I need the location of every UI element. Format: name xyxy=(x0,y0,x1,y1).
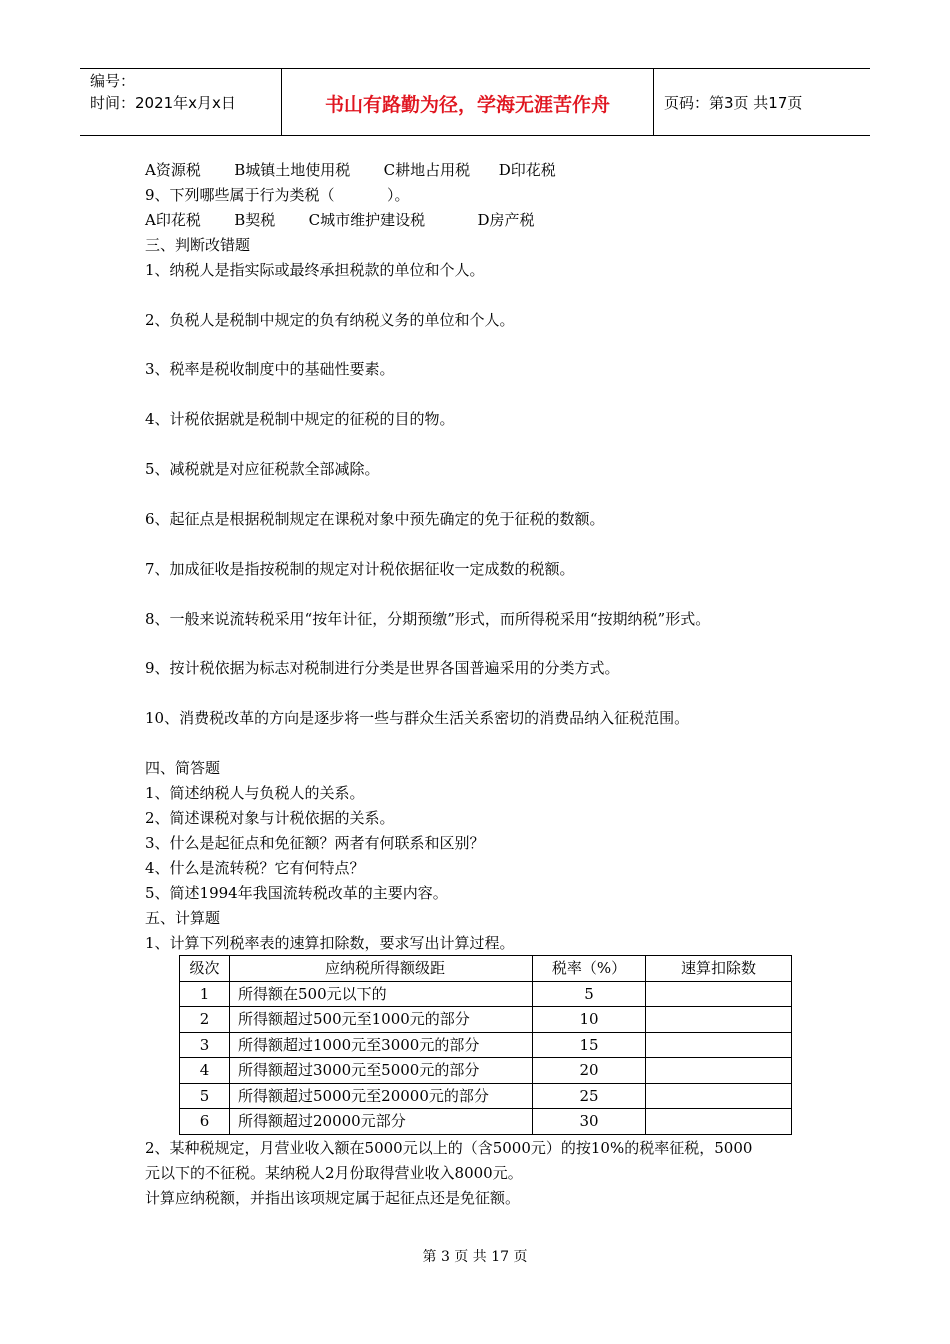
bracket-cell: 所得额超过5000元至20000元的部分 xyxy=(230,1083,533,1109)
deduction-cell xyxy=(646,1109,792,1135)
question-line: 6、起征点是根据税制规定在课税对象中预先确定的免于征税的数额。 xyxy=(145,510,605,528)
number-label: 编号： xyxy=(90,72,136,90)
level-cell: 2 xyxy=(180,1007,230,1033)
table-row xyxy=(180,1032,792,1058)
question-line: 4、什么是流转税？它有何特点？ xyxy=(145,859,365,877)
table-row xyxy=(180,1083,792,1109)
section-heading: 四、简答题 xyxy=(145,759,221,777)
question-line: 3、税率是税收制度中的基础性要素。 xyxy=(145,360,395,378)
question-line: 9、按计税依据为标志对税制进行分类是世界各国普遍采用的分类方式。 xyxy=(145,659,620,677)
table-header-cell: 应纳税所得额级距 xyxy=(230,956,533,982)
question-line: 2、简述课税对象与计税依据的关系。 xyxy=(145,809,395,827)
question-line: 5、减税就是对应征税款全部减除。 xyxy=(145,460,380,478)
table-header-cell: 税率（%） xyxy=(533,956,646,982)
section-heading: 三、判断改错题 xyxy=(145,236,251,254)
question-line: 3、什么是起征点和免征额？两者有何联系和区别？ xyxy=(145,834,485,852)
rate-cell: 10 xyxy=(533,1007,646,1033)
level-cell: 5 xyxy=(180,1083,230,1109)
table-header-cell: 级次 xyxy=(180,956,230,982)
level-cell: 1 xyxy=(180,981,230,1007)
deduction-cell xyxy=(646,1083,792,1109)
deduction-cell xyxy=(646,1007,792,1033)
question-line: 1、纳税人是指实际或最终承担税款的单位和个人。 xyxy=(145,261,485,279)
question-line: 2、负税人是税制中规定的负有纳税义务的单位和个人。 xyxy=(145,311,515,329)
header-bottom-rule xyxy=(80,135,870,136)
deduction-cell xyxy=(646,981,792,1007)
question-line: 8、一般来说流转税采用“按年计征，分期预缴”形式，而所得税采用“按期纳税”形式。 xyxy=(145,610,711,628)
bracket-cell: 所得额在500元以下的 xyxy=(230,981,533,1007)
header-motto: 书山有路勤为径，学海无涯苦作舟 xyxy=(324,94,610,116)
header-top-rule xyxy=(80,68,870,69)
question-line: 10、消费税改革的方向是逐步将一些与群众生活关系密切的消费品纳入征税范围。 xyxy=(145,709,690,727)
table-row xyxy=(180,1007,792,1033)
rate-cell: 25 xyxy=(533,1083,646,1109)
header-page-info: 页码：第3页 共17页 xyxy=(664,94,803,112)
page-footer: 第 3 页 共 17 页 xyxy=(422,1249,528,1265)
rate-cell: 20 xyxy=(533,1058,646,1084)
rate-cell: 15 xyxy=(533,1032,646,1058)
question-line: 1、简述纳税人与负税人的关系。 xyxy=(145,784,365,802)
bracket-cell: 所得额超过3000元至5000元的部分 xyxy=(230,1058,533,1084)
time-label: 时间：2021年x月x日 xyxy=(90,94,236,112)
question-line: 元以下的不征税。某纳税人2月份取得营业收入8000元。 xyxy=(145,1164,523,1182)
level-cell: 4 xyxy=(180,1058,230,1084)
deduction-cell xyxy=(646,1058,792,1084)
question-line: 9、下列哪些属于行为类税（ ）。 xyxy=(145,186,410,204)
question-line: 计算应纳税额，并指出该项规定属于起征点还是免征额。 xyxy=(145,1189,521,1207)
question-line: 2、某种税规定，月营业收入额在5000元以上的（含5000元）的按10%的税率征税，5000 xyxy=(145,1139,753,1157)
question-line: 5、简述1994年我国流转税改革的主要内容。 xyxy=(145,884,448,902)
table-header-row xyxy=(180,956,792,982)
rate-cell: 5 xyxy=(533,981,646,1007)
bracket-cell: 所得额超过1000元至3000元的部分 xyxy=(230,1032,533,1058)
question-line: 1、计算下列税率表的速算扣除数，要求写出计算过程。 xyxy=(145,934,515,952)
table-header-cell: 速算扣除数 xyxy=(646,956,792,982)
rate-cell: 30 xyxy=(533,1109,646,1135)
header-left xyxy=(90,70,236,114)
tax-rate-table xyxy=(179,955,792,1135)
deduction-cell xyxy=(646,1032,792,1058)
bracket-cell: 所得额超过500元至1000元的部分 xyxy=(230,1007,533,1033)
option-line: A印花税 B契税 C城市维护建设税 D房产税 xyxy=(145,211,535,229)
header-divider-right xyxy=(653,68,654,135)
question-line: 4、计税依据就是税制中规定的征税的目的物。 xyxy=(145,410,455,428)
table-row xyxy=(180,1109,792,1135)
level-cell: 6 xyxy=(180,1109,230,1135)
question-line: 7、加成征收是指按税制的规定对计税依据征收一定成数的税额。 xyxy=(145,560,575,578)
level-cell: 3 xyxy=(180,1032,230,1058)
table-row xyxy=(180,1058,792,1084)
table-row xyxy=(180,981,792,1007)
option-line: A资源税 B城镇土地使用税 C耕地占用税 D印花税 xyxy=(145,161,556,179)
bracket-cell: 所得额超过20000元部分 xyxy=(230,1109,533,1135)
section-heading: 五、计算题 xyxy=(145,909,221,927)
